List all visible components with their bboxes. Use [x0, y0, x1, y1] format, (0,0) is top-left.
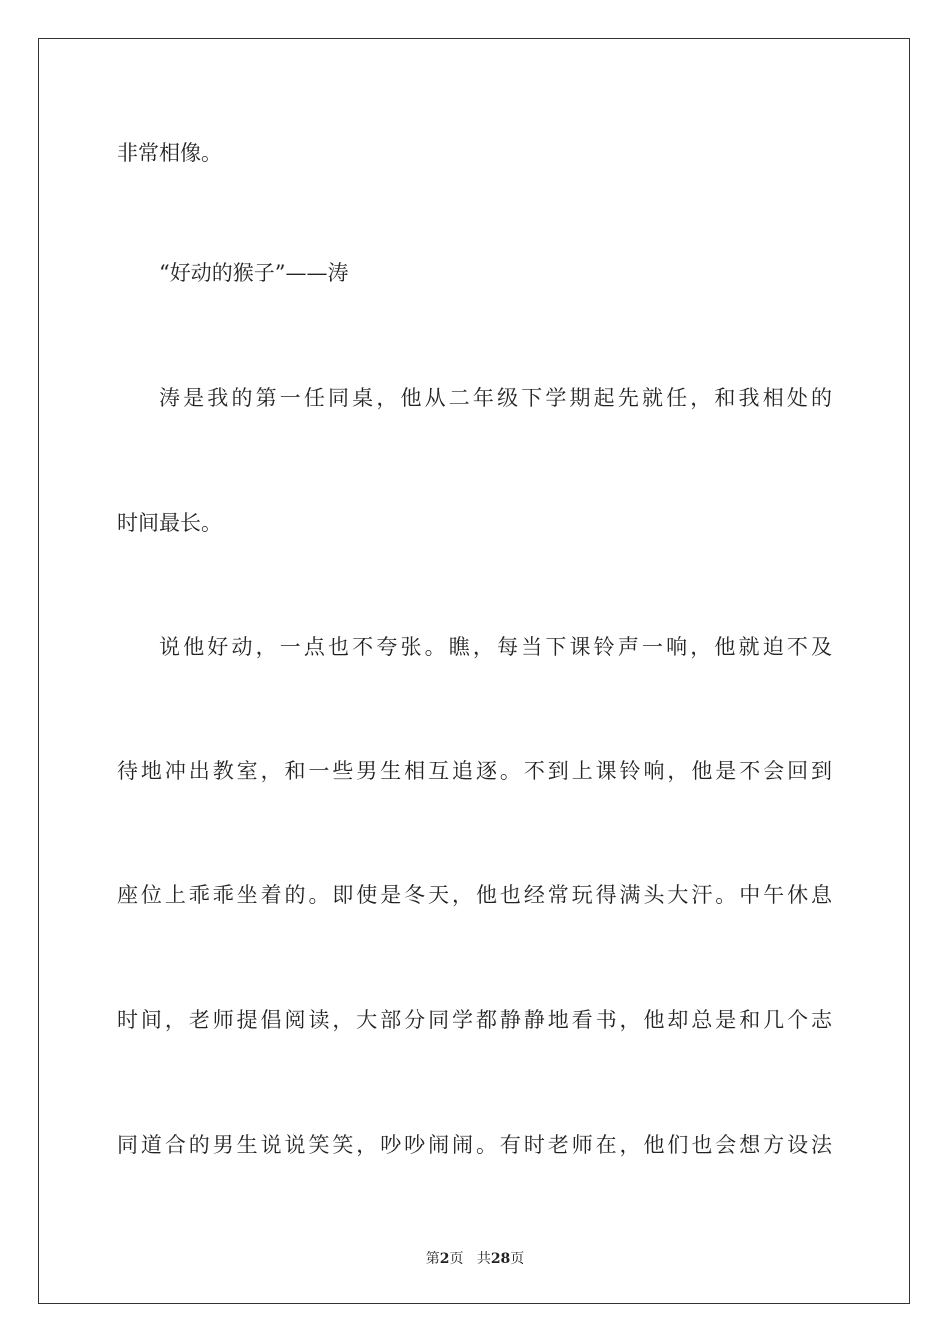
total-pages: 28 — [490, 1251, 511, 1267]
text-line: 待地冲出教室，和一些男生相互追逐。不到上课铃响，他是不会回到 — [117, 759, 832, 783]
page-frame — [38, 38, 910, 1304]
text-line: 涛是我的第一任同桌，他从二年级下学期起先就任，和我相处的 — [159, 386, 832, 410]
page-prefix: 第 — [425, 1251, 440, 1267]
text-line: 时间最长。 — [117, 511, 222, 535]
text-line: 同道合的男生说说笑笑，吵吵闹闹。有时老师在，他们也会想方设法 — [117, 1133, 832, 1157]
text-line: 时间，老师提倡阅读，大部分同学都静静地看书，他却总是和几个志 — [117, 1008, 832, 1032]
page-footer — [0, 1248, 950, 1268]
page-number: 2 — [439, 1251, 450, 1267]
page-suffix: 页 — [449, 1251, 464, 1267]
total-prefix: 共 — [476, 1251, 491, 1267]
section-heading: “好动的猴子”——涛 — [159, 261, 349, 285]
text-line: 非常相像。 — [117, 141, 222, 165]
text-line: 说他好动，一点也不夸张。瞧，每当下课铃声一响，他就迫不及 — [159, 635, 832, 659]
total-suffix: 页 — [510, 1251, 525, 1267]
text-line: 座位上乖乖坐着的。即使是冬天，他也经常玩得满头大汗。中午休息 — [117, 883, 832, 907]
